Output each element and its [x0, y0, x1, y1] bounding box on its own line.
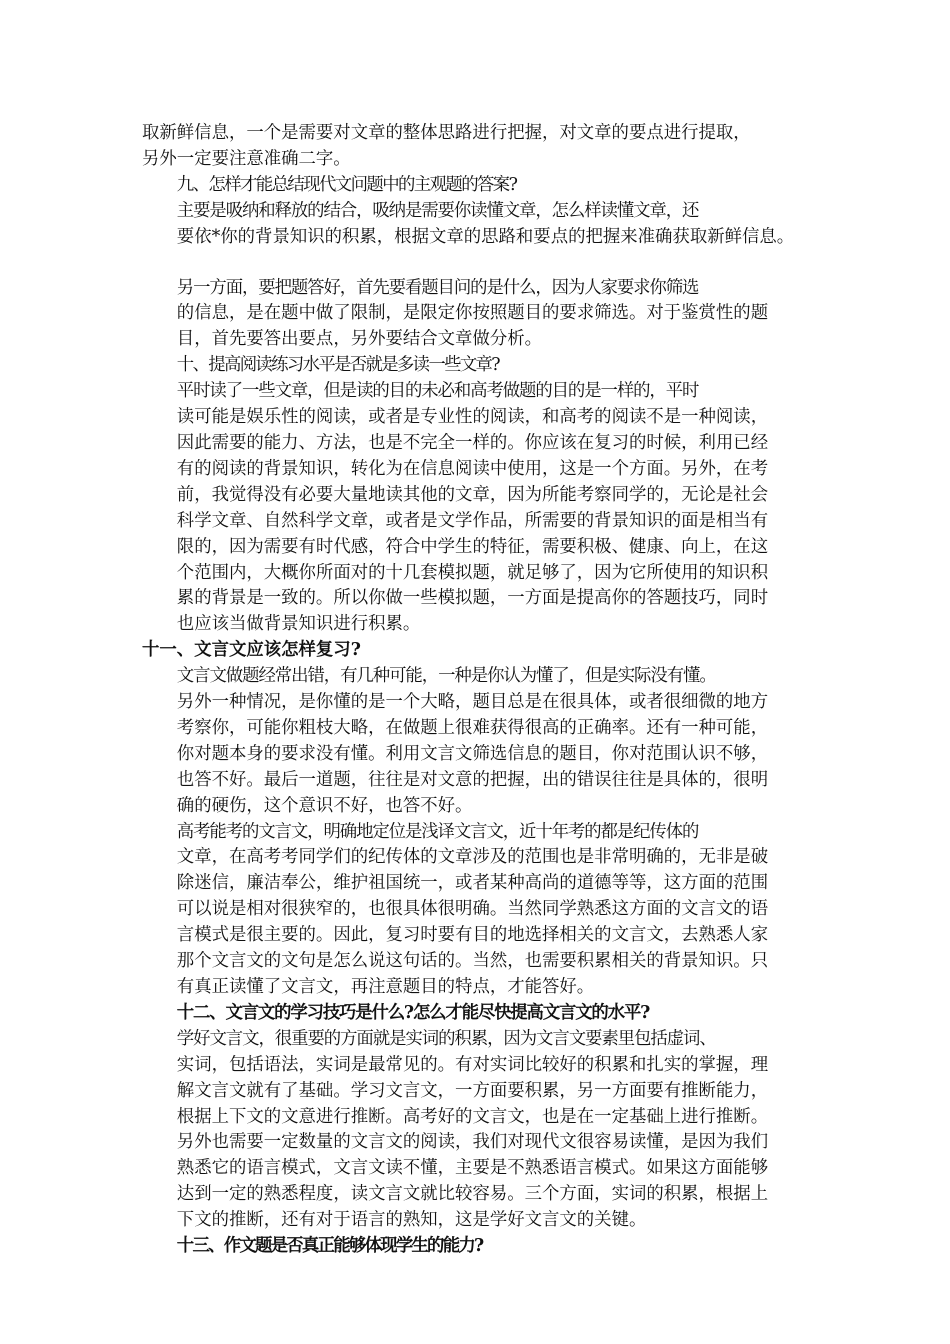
- text-line: 取新鲜信息，一个是需要对文章的整体思路进行把握，对文章的要点进行提取，: [142, 123, 751, 143]
- section-heading: [142, 1234, 816, 1260]
- section-heading: [142, 1001, 816, 1027]
- text-line: 实词，包括语法，实词是最常见的。有对实词比较好的积累和扎实的掌握，理: [176, 1054, 769, 1075]
- document-page: [142, 121, 816, 1260]
- text-line: 文言文做题经常出错，有几种可能，一种是你认为懂了，但是实际没有懂。: [176, 666, 716, 687]
- text-line: 个范围内，大概你所面对的十几套模拟题，就足够了，因为它所使用的知识积: [176, 562, 769, 583]
- text-line: 主要是吸纳和释放的结合，吸纳是需要你读懂文章，怎么样读懂文章，还: [176, 200, 699, 221]
- text-line: 有的阅读的背景知识，转化为在信息阅读中使用，这是一个方面。另外，在考: [176, 458, 769, 479]
- paragraph: [142, 379, 816, 638]
- text-line: 十三、作文题是否真正能够体现学生的能力?: [176, 1236, 483, 1257]
- text-line: 另外也需要一定数量的文言文的阅读，我们对现代文很容易读懂，是因为我们: [176, 1132, 769, 1153]
- text-line: 达到一定的熟悉程度，读文言文就比较容易。三个方面，实词的积累，根据上: [176, 1184, 769, 1205]
- text-line: 你对题本身的要求没有懂。利用文言文筛选信息的题目，你对范围认识不够，: [176, 743, 769, 764]
- text-line: 也应该当做背景知识进行积累。: [176, 614, 421, 635]
- text-line: 十、提高阅读练习水平是否就是多读一些文章?: [176, 355, 499, 376]
- text-line: 解文言文就有了基础。学习文言文，一方面要积累，另一方面要有推断能力，: [176, 1080, 769, 1101]
- text-line: 另外一定要注意准确二字。: [142, 148, 351, 169]
- text-line: 言模式是很主要的。因此，复习时要有目的地选择相关的文言文，去熟悉人家: [176, 925, 769, 946]
- text-line: 要依*你的背景知识的积累，根据文章的思路和要点的把握来准确获取新鲜信息。: [176, 226, 795, 247]
- text-line: 熟悉它的语言模式，文言文读不懂，主要是不熟悉语言模式。如果这方面能够: [176, 1158, 769, 1179]
- paragraph: [142, 173, 816, 199]
- paragraph: [142, 820, 816, 1001]
- text-line: 另一方面，要把题答好，首先要看题目问的是什么，因为人家要求你筛选: [176, 277, 699, 298]
- paragraph: [142, 121, 816, 173]
- text-line: 平时读了一些文章，但是读的目的未必和高考做题的目的是一样的，平时: [176, 381, 699, 402]
- text-line: 学好文言文，很重要的方面就是实词的积累，因为文言文要素里包括虚词、: [176, 1028, 716, 1049]
- text-line: 前，我觉得没有必要大量地读其他的文章，因为所能考察同学的，无论是社会: [176, 484, 769, 505]
- paragraph: [142, 1027, 816, 1234]
- text-line: 除迷信，廉洁奉公，维护祖国统一，或者某种高尚的道德等等，这方面的范围: [176, 873, 769, 894]
- text-line: 可以说是相对很狭窄的，也很具体很明确。当然同学熟悉这方面的文言文的语: [176, 899, 769, 920]
- text-line: 考察你，可能你粗枝大略，在做题上很难获得很高的正确率。还有一种可能，: [176, 717, 769, 738]
- paragraph: [142, 276, 816, 354]
- text-line: 累的背景是一致的。所以你做一些模拟题，一方面是提高你的答题技巧，同时: [176, 588, 769, 609]
- text-line: 的信息，是在题中做了限制，是限定你按照题目的要求筛选。对于鉴赏性的题: [176, 303, 769, 324]
- text-line: 下文的推断，还有对于语言的熟知，这是学好文言文的关键。: [176, 1210, 647, 1231]
- text-line: 有真正读懂了文言文，再注意题目的特点，才能答好。: [176, 977, 595, 997]
- text-line: 另外一种情况，是你懂的是一个大略，题目总是在很具体，或者很细微的地方: [176, 692, 769, 713]
- text-line: 十一、文言文应该怎样复习?: [142, 640, 361, 661]
- text-line: 目，首先要答出要点，另外要结合文章做分析。: [176, 329, 543, 350]
- text-line: 九、怎样才能总结现代文问题中的主观题的答案?: [176, 174, 517, 195]
- text-line: 也答不好。最后一道题，往往是对文意的把握，出的错误往往是具体的，很明: [176, 769, 769, 790]
- text-line: 确的硬伤，这个意识不好，也答不好。: [176, 795, 473, 816]
- text-line: 限的，因为需要有时代感，符合中学生的特征，需要积极、健康、向上，在这: [176, 536, 769, 557]
- text-line: 高考能考的文言文，明确地定位是浅译文言文，近十年考的都是纪传体的: [176, 821, 699, 842]
- section-heading: [142, 638, 816, 664]
- paragraph: [142, 353, 816, 379]
- text-line: 因此需要的能力、方法，也是不完全一样的。你应该在复习的时候，利用已经: [176, 432, 769, 453]
- paragraph: [142, 664, 816, 819]
- text-line: 那个文言文的文句是怎么说这句话的。当然，也需要积累相关的背景知识。只: [176, 951, 769, 972]
- paragraph: [142, 199, 816, 251]
- text-line: 文章，在高考考同学们的纪传体的文章涉及的范围也是非常明确的，无非是破: [176, 847, 769, 868]
- text-line: 根据上下文的文意进行推断。高考好的文言文，也是在一定基础上进行推断。: [176, 1106, 769, 1127]
- text-line: 读可能是娱乐性的阅读，或者是专业性的阅读，和高考的阅读不是一种阅读，: [176, 407, 769, 428]
- text-line: 科学文章、自然科学文章，或者是文学作品，所需要的背景知识的面是相当有: [176, 510, 769, 531]
- text-line: 十二、文言文的学习技巧是什么?怎么才能尽快提高文言文的水平?: [176, 1002, 650, 1023]
